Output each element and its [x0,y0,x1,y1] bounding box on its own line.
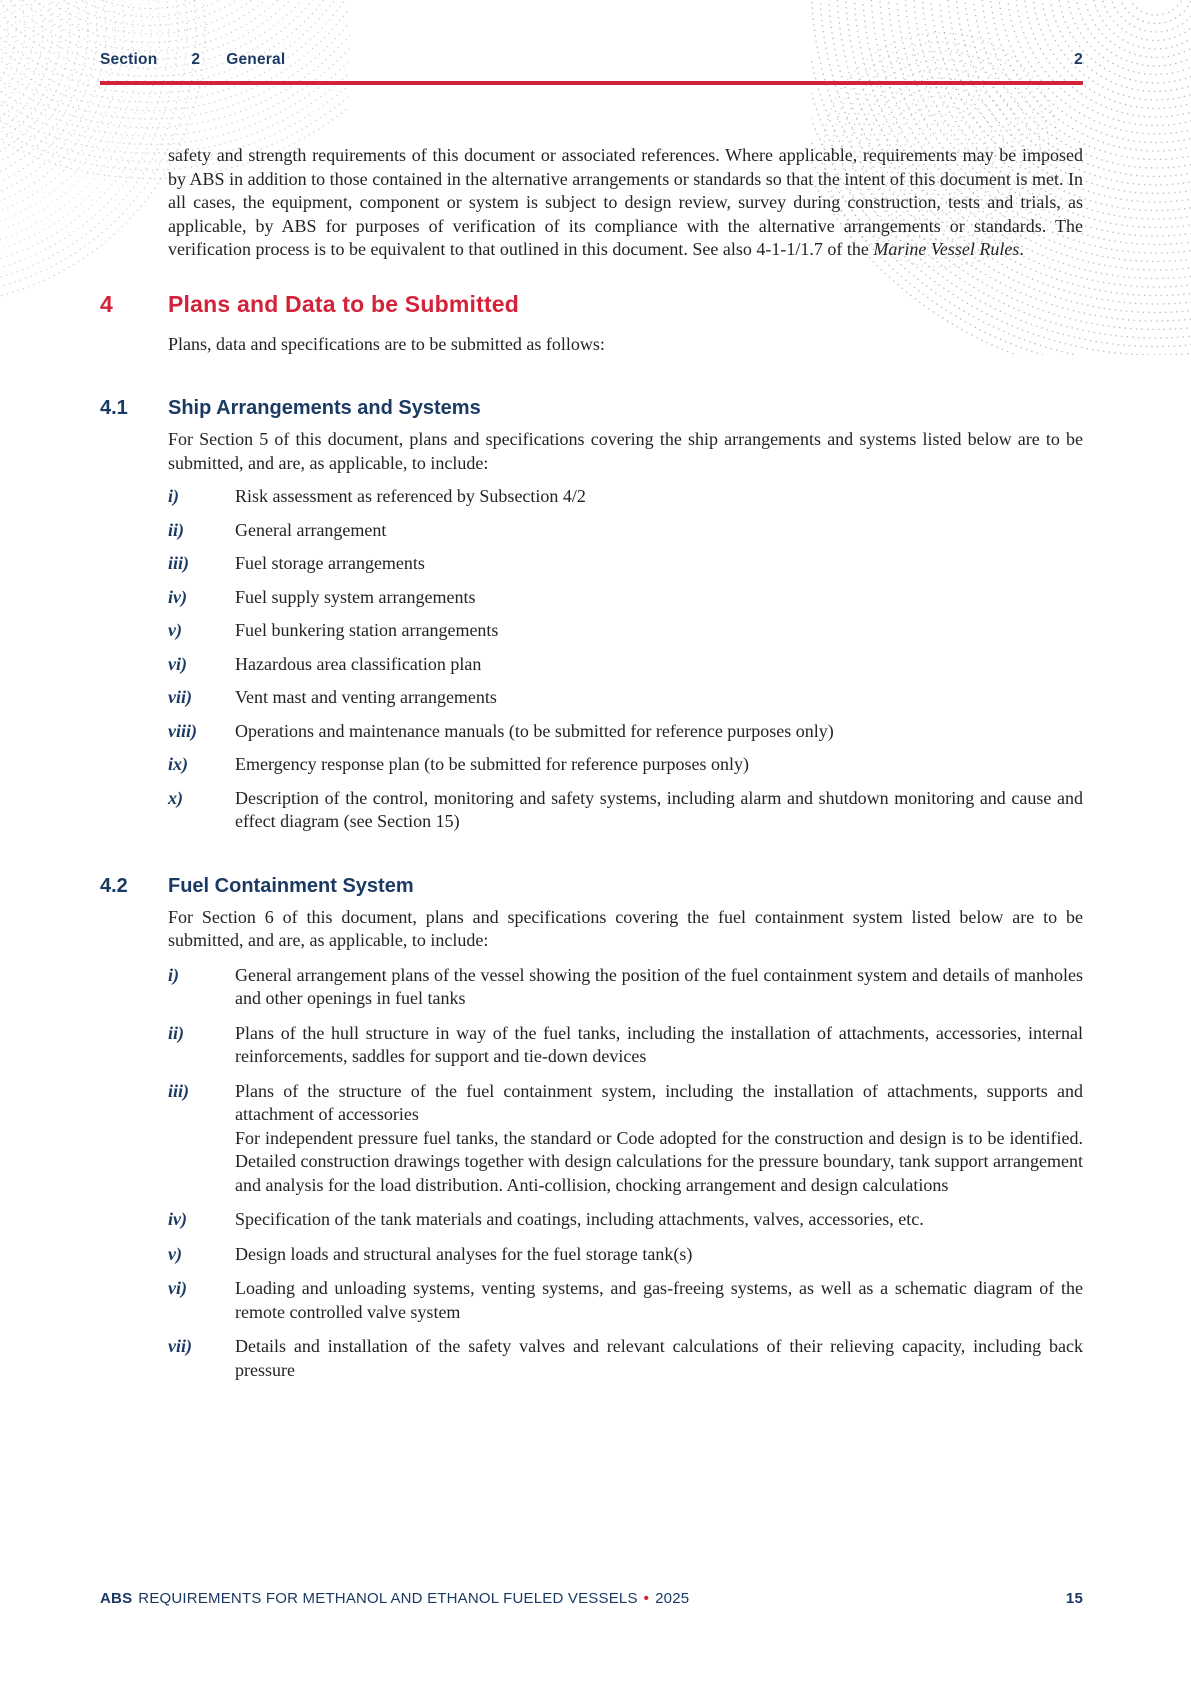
list-item [168,586,1083,610]
list-item-text: Plans of the hull structure in way of the fuel tanks, including the installation of attachments, accessories, internal reinforcements, saddles for support and tie-down devices [235,1022,1083,1066]
list-item-text: Specification of the tank materials and coatings, including attachments, valves, accessories, etc. [235,1209,924,1229]
list-item-text: Risk assessment as referenced by Subsection 4/2 [235,486,586,506]
list-item-marker: v) [168,620,182,640]
list-item-text: General arrangement plans of the vessel showing the position of the fuel containment system and details of manholes and other openings in fuel tanks [235,964,1083,1008]
list-item-marker: viii) [168,720,197,741]
list-item-marker: v) [168,1243,182,1264]
header-section-label: Section [100,51,158,68]
list-item [168,787,1083,834]
section-4-2-title: Fuel Containment System [168,874,414,897]
list-item [168,552,1083,576]
header-section-title: General [226,51,286,68]
list-item-marker: ix) [168,754,188,774]
section-4-2-list [168,964,1083,1383]
list-item-text: Emergency response plan (to be submitted for reference purposes only) [235,754,749,774]
list-item-text: Loading and unloading systems, venting systems, and gas-freeing systems, as well as a schematic diagram of the remote controlled valve system [235,1278,1083,1322]
list-item-marker: vii) [168,687,192,707]
section-4-1-list [168,485,1083,834]
header-rule [100,81,1083,85]
section-4-2-intro: For Section 6 of this document, plans and specifications covering the fuel containment system listed below are to be submitted, and are, as applicable, to include: [168,906,1083,950]
list-item [168,1243,1083,1267]
footer-brand: ABS [100,1589,133,1607]
list-item [168,964,1083,1011]
list-item [168,619,1083,643]
section-4-lead: Plans, data and specifications are to be submitted as follows: [168,333,605,354]
footer-year: 2025 [655,1589,690,1607]
list-item-marker: iii) [168,553,189,573]
section-4-1-intro: For Section 5 of this document, plans and specifications covering the ship arrangements and systems listed below are to be submitted, and are, as applicable, to include: [168,429,1083,473]
page-footer [100,1587,1083,1611]
list-item-text: Fuel bunkering station arrangements [235,620,499,640]
list-item-text: Fuel supply system arrangements [235,586,476,607]
list-item-marker: ii) [168,519,184,540]
list-item-marker: i) [168,486,179,506]
list-item-text: General arrangement [235,519,387,540]
section-4-number: 4 [100,290,113,317]
intro-reference-italic: Marine Vessel Rules [873,239,1020,259]
section-4-2-heading [100,874,1083,898]
list-item-marker: vii) [168,1336,192,1356]
footer-page-number: 15 [1065,1589,1083,1607]
list-item [168,686,1083,710]
header-section-number: 2 [191,51,201,68]
list-item [168,653,1083,677]
list-item [168,753,1083,777]
list-item-marker: vi) [168,653,187,674]
section-4-1-number: 4.1 [100,397,128,419]
list-item-text: Hazardous area classification plan [235,653,482,674]
section-4-1-title: Ship Arrangements and Systems [168,397,481,419]
list-item [168,485,1083,509]
list-item [168,1022,1083,1069]
list-item-marker: x) [168,787,183,808]
section-4-title: Plans and Data to be Submitted [168,290,520,317]
list-item-text: Vent mast and venting arrangements [235,687,497,707]
list-item-marker: iii) [168,1080,189,1101]
footer-separator-bullet: • [643,1589,650,1607]
section-4-2-number: 4.2 [100,874,128,897]
list-item [168,720,1083,744]
intro-text: safety and strength requirements of this document or associated references. Where applicable, requirements may be imposed by ABS in addition to those contained in the alternative arrangements or standards so that the intent of this document is met. In all cases, the equipment, component or system is subject to design review, survey during construction, tests and trials, as applicable, by ABS for purposes of verification of its compliance with the alternative arrangements or standards. The verification process is to be equivalent to that outlined in this document. See also 4-1-1/1.7 of the [168,145,1083,259]
section-4-heading [100,291,1083,318]
header-page-number: 2 [1074,51,1083,68]
list-item [168,1335,1083,1382]
list-item [168,1208,1083,1232]
section-4-1-heading [100,396,1083,420]
list-item [168,1080,1083,1198]
list-item-marker: i) [168,964,179,985]
list-item-text: Details and installation of the safety valves and relevant calculations of their relieving capacity, including back pressure [235,1336,1083,1380]
list-item-text: Operations and maintenance manuals (to be submitted for reference purposes only) [235,720,834,741]
list-item-text-continued: For independent pressure fuel tanks, the standard or Code adopted for the construction and design is to be identified. Detailed construction drawings together with design calculations for the pressure boundary, tank support arrangement and analysis for the load distribution. Anti-collision, chocking arrangement and design calculations [235,1127,1083,1195]
footer-title: REQUIREMENTS FOR METHANOL AND ETHANOL FUELED VESSELS [138,1589,638,1607]
list-item [168,1277,1083,1324]
page-header [100,0,1083,69]
list-item-text: Description of the control, monitoring and safety systems, including alarm and shutdown monitoring and cause and effect diagram (see Section 15) [235,787,1083,831]
intro-paragraph [168,144,1083,262]
list-item-marker: vi) [168,1278,187,1298]
list-item-marker: iv) [168,586,187,607]
list-item-marker: ii) [168,1022,184,1043]
list-item-text: Design loads and structural analyses for the fuel storage tank(s) [235,1243,693,1264]
list-item-text: Plans of the structure of the fuel containment system, including the installation of attachments, supports and attachment of accessories [235,1080,1083,1124]
list-item [168,519,1083,543]
intro-suffix: . [1019,239,1024,259]
list-item-marker: iv) [168,1209,187,1229]
list-item-text: Fuel storage arrangements [235,553,425,573]
